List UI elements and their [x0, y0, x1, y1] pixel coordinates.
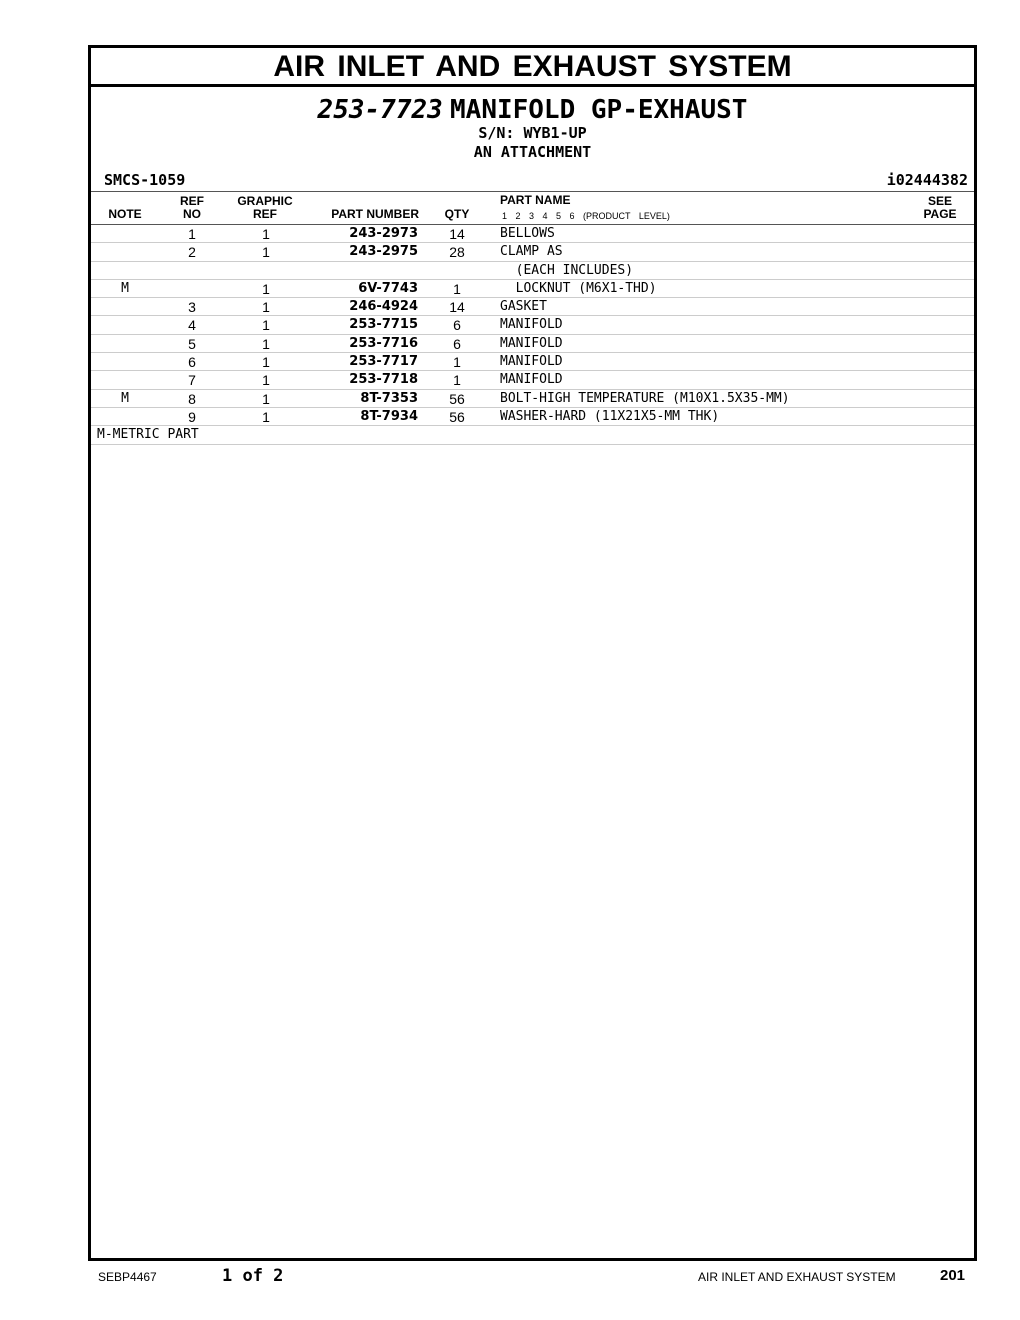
row-part-name: MANIFOLD: [500, 335, 563, 351]
row-graphic-ref: 1: [262, 280, 270, 297]
row-graphic-ref: 1: [262, 299, 270, 316]
assembly-type: AN ATTACHMENT: [473, 143, 592, 161]
section-title: AIR INLET AND EXHAUST SYSTEM: [91, 48, 974, 87]
footer-section: AIR INLET AND EXHAUST SYSTEM: [698, 1270, 896, 1284]
row-qty: 1: [453, 354, 461, 371]
row-ref: 3: [188, 299, 196, 316]
row-part-number[interactable]: 253-7716: [349, 335, 418, 351]
document-number: SEBP4467: [98, 1270, 157, 1284]
col-part-name: PART NAME: [500, 193, 571, 207]
row-graphic-ref: 1: [262, 408, 270, 425]
page-number: 201: [940, 1267, 966, 1284]
col-see-top: SEE: [927, 194, 952, 208]
row-part-number[interactable]: 253-7718: [349, 372, 418, 388]
row-ref: 5: [188, 335, 196, 352]
serial-range: S/N: WYB1-UP: [478, 124, 587, 142]
row-graphic-ref: 1: [262, 317, 270, 334]
row-ref: 2: [188, 244, 196, 261]
col-ref-top: REF: [180, 194, 204, 208]
row-qty: 14: [449, 226, 465, 242]
table-row: [91, 335, 974, 353]
row-graphic-ref: 1: [262, 335, 270, 352]
column-header: [91, 191, 974, 225]
row-part-number[interactable]: 253-7715: [349, 317, 418, 333]
table-row: [91, 280, 974, 298]
page-footer: [0, 1266, 1020, 1290]
row-note: M: [121, 390, 129, 406]
row-qty: 6: [453, 317, 461, 334]
row-part-name: MANIFOLD: [500, 317, 563, 333]
table-row: [91, 408, 974, 426]
row-part-number[interactable]: 243-2973: [349, 226, 418, 241]
identifier-bar: [91, 169, 974, 191]
assembly-title: [91, 95, 974, 124]
row-qty: 56: [449, 390, 465, 407]
table-row: [91, 225, 974, 243]
row-part-name: LOCKNUT (M6X1-THD): [500, 280, 657, 296]
row-part-name: BOLT-HIGH TEMPERATURE (M10X1.5X35-MM): [500, 390, 790, 406]
row-graphic-ref: 1: [262, 372, 270, 389]
row-part-name: BELLOWS: [500, 226, 555, 241]
row-ref: 6: [188, 354, 196, 371]
parts-list: [91, 225, 974, 445]
table-row: [91, 262, 974, 280]
row-graphic-ref: 1: [262, 390, 270, 407]
col-part-number: PART NUMBER: [331, 207, 419, 221]
row-part-name: MANIFOLD: [500, 354, 563, 370]
row-qty: 14: [449, 299, 465, 316]
row-graphic-ref: 1: [262, 354, 270, 371]
table-row: [91, 243, 974, 261]
assembly-part-number: 253-7723: [317, 95, 443, 125]
row-qty: 56: [449, 408, 465, 425]
row-qty: 1: [453, 372, 461, 389]
row-part-number[interactable]: 8T-7353: [360, 390, 418, 406]
col-ref-bottom: NO: [183, 207, 201, 221]
assembly-name: MANIFOLD GP-EXHAUST: [450, 95, 748, 125]
footnote-row: [91, 426, 974, 444]
col-graphic-top: GRAPHIC: [237, 194, 293, 208]
row-note: M: [121, 280, 129, 296]
row-ref: 4: [188, 317, 196, 334]
row-graphic-ref: 1: [262, 244, 270, 261]
row-part-number[interactable]: 6V-7743: [358, 280, 418, 296]
row-part-name: GASKET: [500, 299, 547, 315]
col-product-level: 1 2 3 4 5 6 (PRODUCT LEVEL): [502, 211, 670, 221]
row-ref: 1: [188, 226, 196, 242]
row-part-number[interactable]: 243-2975: [349, 244, 418, 260]
row-qty: 1: [453, 280, 461, 297]
col-see-bottom: PAGE: [923, 207, 957, 221]
table-row: [91, 316, 974, 334]
row-part-number[interactable]: 246-4924: [349, 299, 418, 315]
row-part-name: (EACH INCLUDES): [500, 262, 634, 278]
row-part-name: CLAMP AS: [500, 244, 563, 260]
row-ref: 9: [188, 408, 196, 425]
row-ref: 8: [188, 390, 196, 407]
col-qty: QTY: [444, 207, 470, 221]
table-row: [91, 390, 974, 408]
page-of-indicator: 1 of 2: [222, 1266, 284, 1286]
table-row: [91, 371, 974, 389]
row-qty: 28: [449, 244, 465, 261]
row-part-number[interactable]: 253-7717: [349, 354, 418, 370]
col-graphic-bottom: REF: [253, 207, 277, 221]
col-note: NOTE: [108, 207, 142, 221]
table-row: [91, 353, 974, 371]
row-part-name: WASHER-HARD (11X21X5-MM THK): [500, 408, 720, 424]
assembly-header: [91, 95, 974, 162]
smcs-code: SMCS-1059: [104, 171, 186, 189]
parts-page-frame: [88, 45, 977, 1261]
metric-footnote: M-METRIC PART: [97, 427, 199, 443]
table-row: [91, 298, 974, 316]
info-id: i02444382: [886, 171, 968, 189]
row-part-number[interactable]: 8T-7934: [360, 408, 418, 424]
row-graphic-ref: 1: [262, 226, 270, 242]
row-ref: 7: [188, 372, 196, 389]
row-qty: 6: [453, 335, 461, 352]
row-part-name: MANIFOLD: [500, 372, 563, 388]
